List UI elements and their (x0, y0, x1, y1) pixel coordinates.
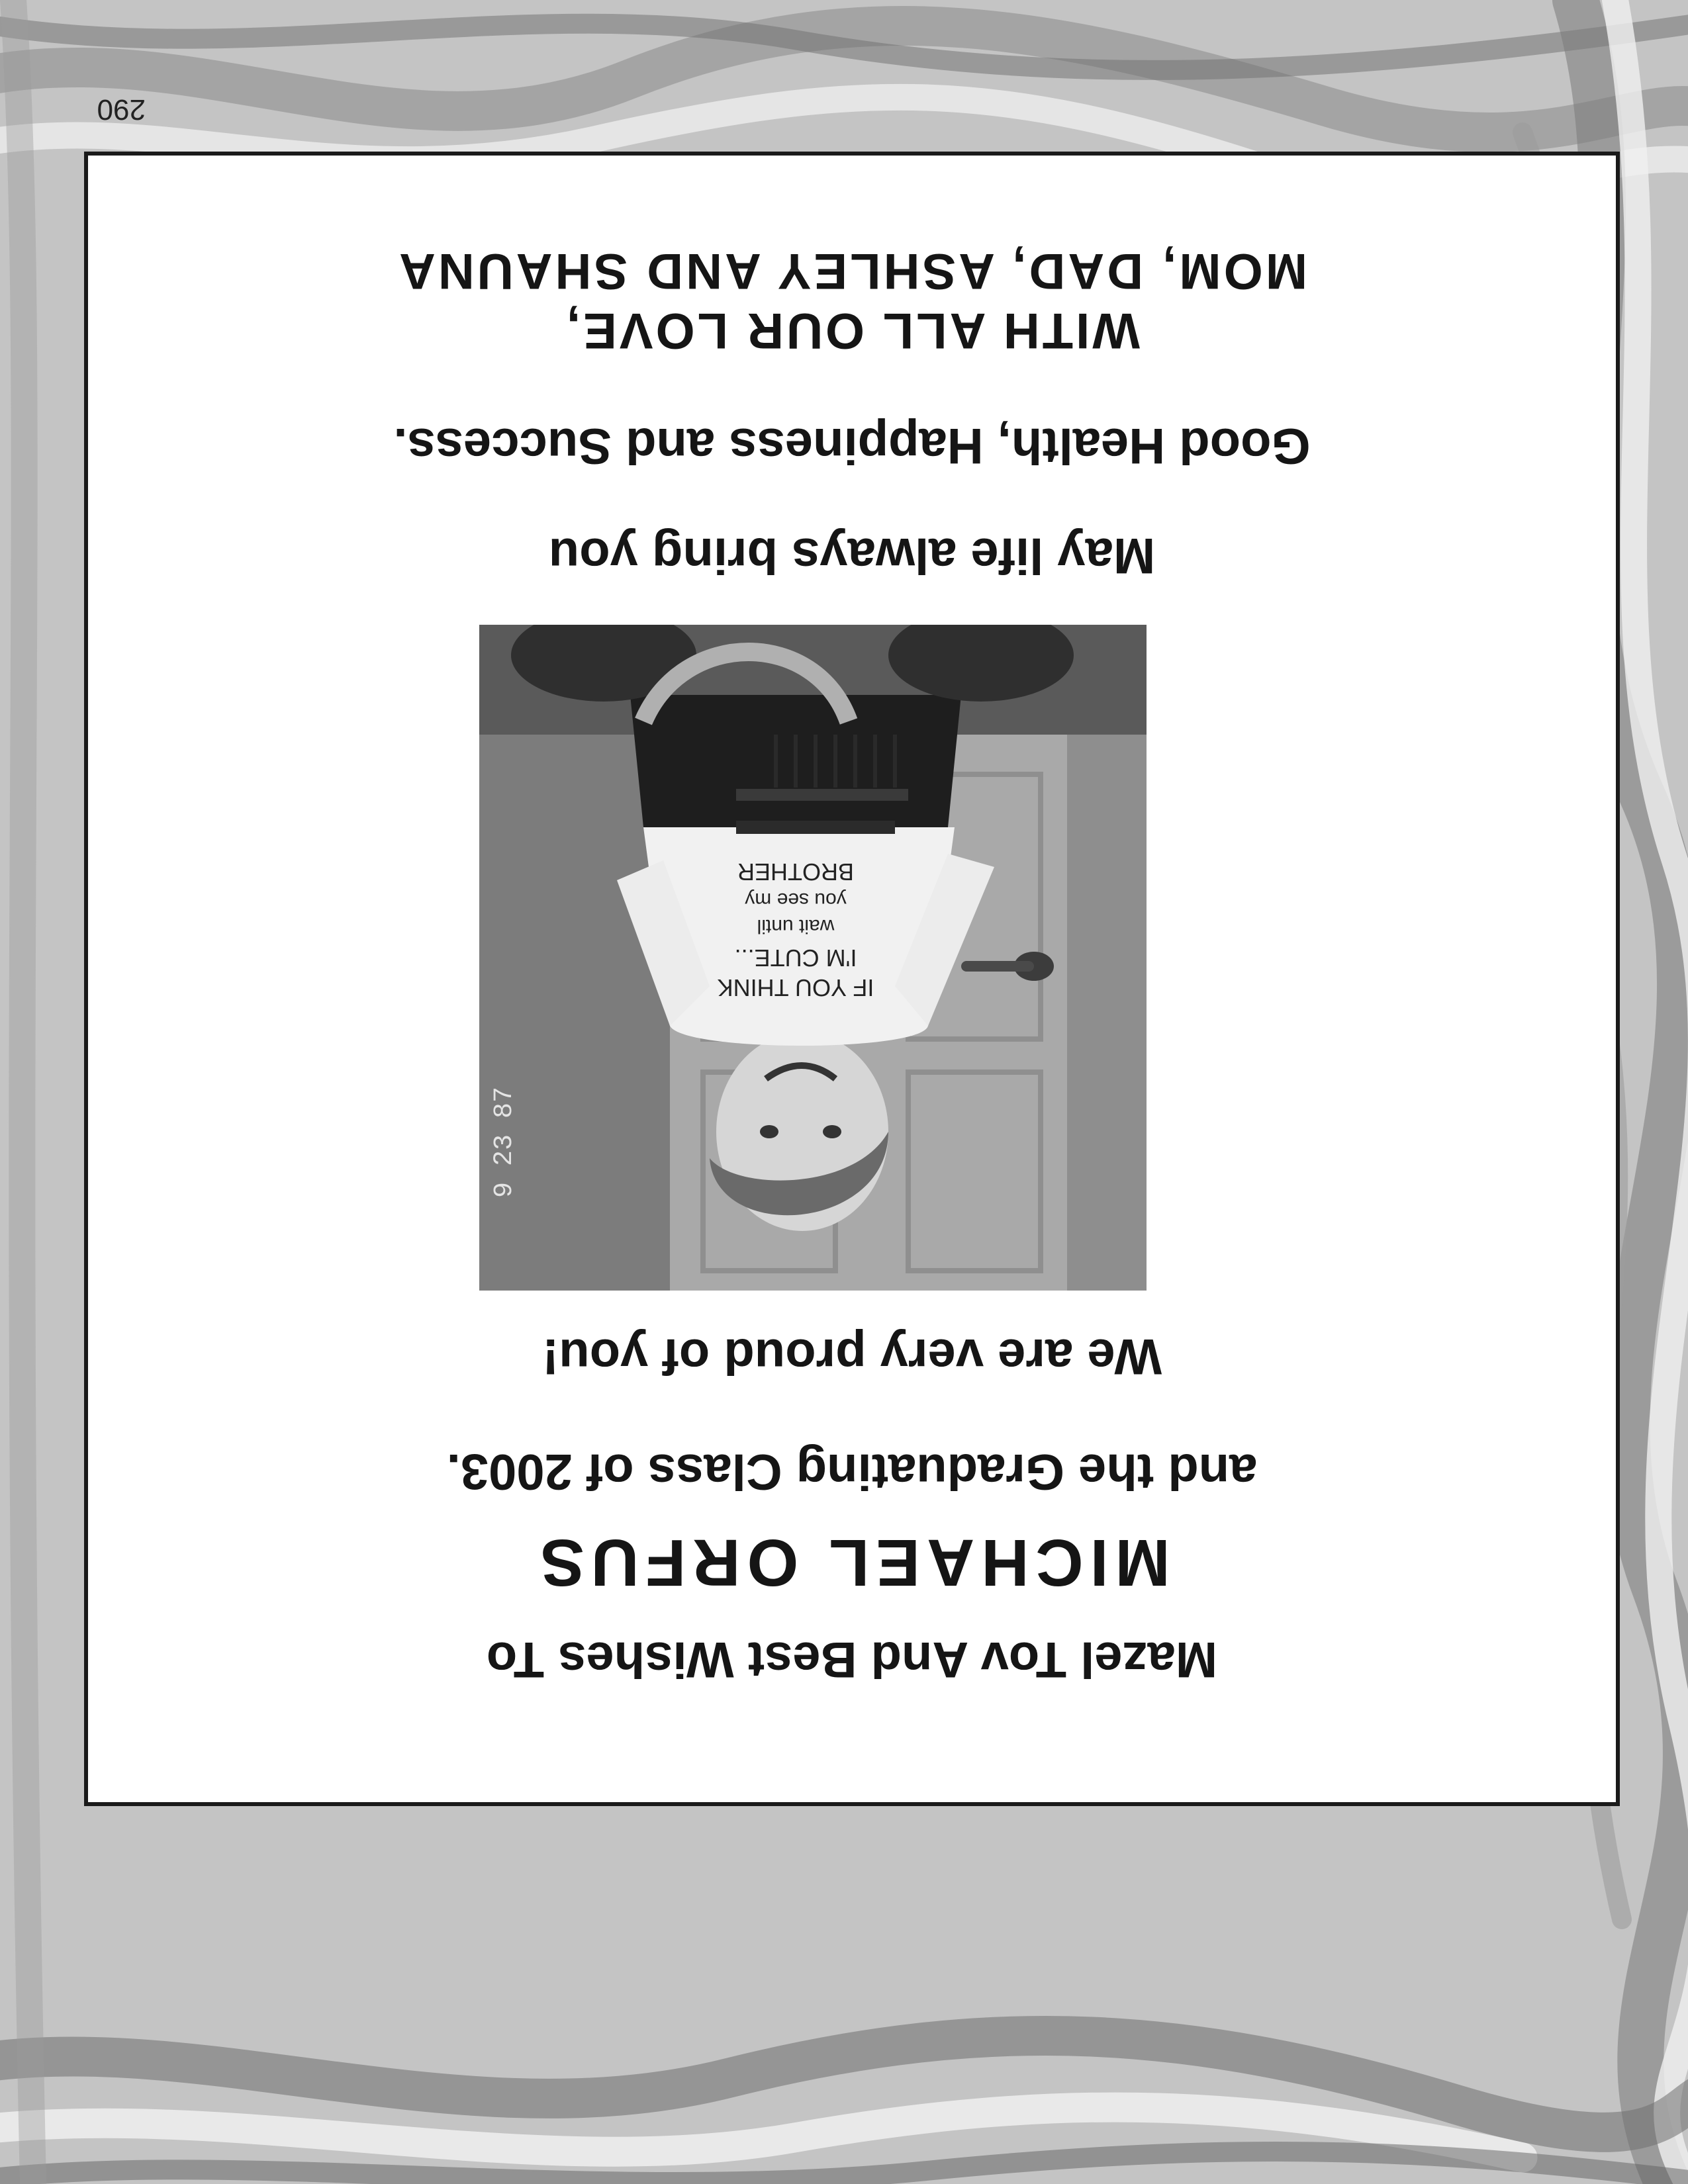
shirt-text-line: wait until (757, 915, 835, 937)
shirt-text-line: BROTHER (737, 858, 855, 886)
class-line: and the Graduating Class of 2003. (446, 1443, 1258, 1500)
greeting-ad-box (84, 152, 1620, 1806)
childhood-photo (479, 625, 1147, 1291)
shirt-text-line: you see my (745, 889, 847, 911)
page-number: 290 (97, 93, 146, 126)
greeting-line: Mazel Tov And Best Wishes To (486, 1631, 1218, 1688)
wish-line: Good Health, Happiness and Success. (393, 418, 1311, 474)
signature-names: MOM, DAD, ASHLEY AND SHAUNA (396, 243, 1308, 299)
signature-line: WITH ALL OUR LOVE, (564, 302, 1140, 359)
shirt-text-line: IF YOU THINK (717, 974, 874, 1001)
shirt-text-line: I'M CUTE... (734, 944, 857, 972)
graduate-name: MICHAEL ORFUS (534, 1525, 1170, 1600)
wish-line: May life always bring you (548, 527, 1156, 584)
photo-date-stamp: 9 23 87 (490, 1086, 520, 1198)
proud-line: We are very proud of you! (541, 1328, 1162, 1385)
